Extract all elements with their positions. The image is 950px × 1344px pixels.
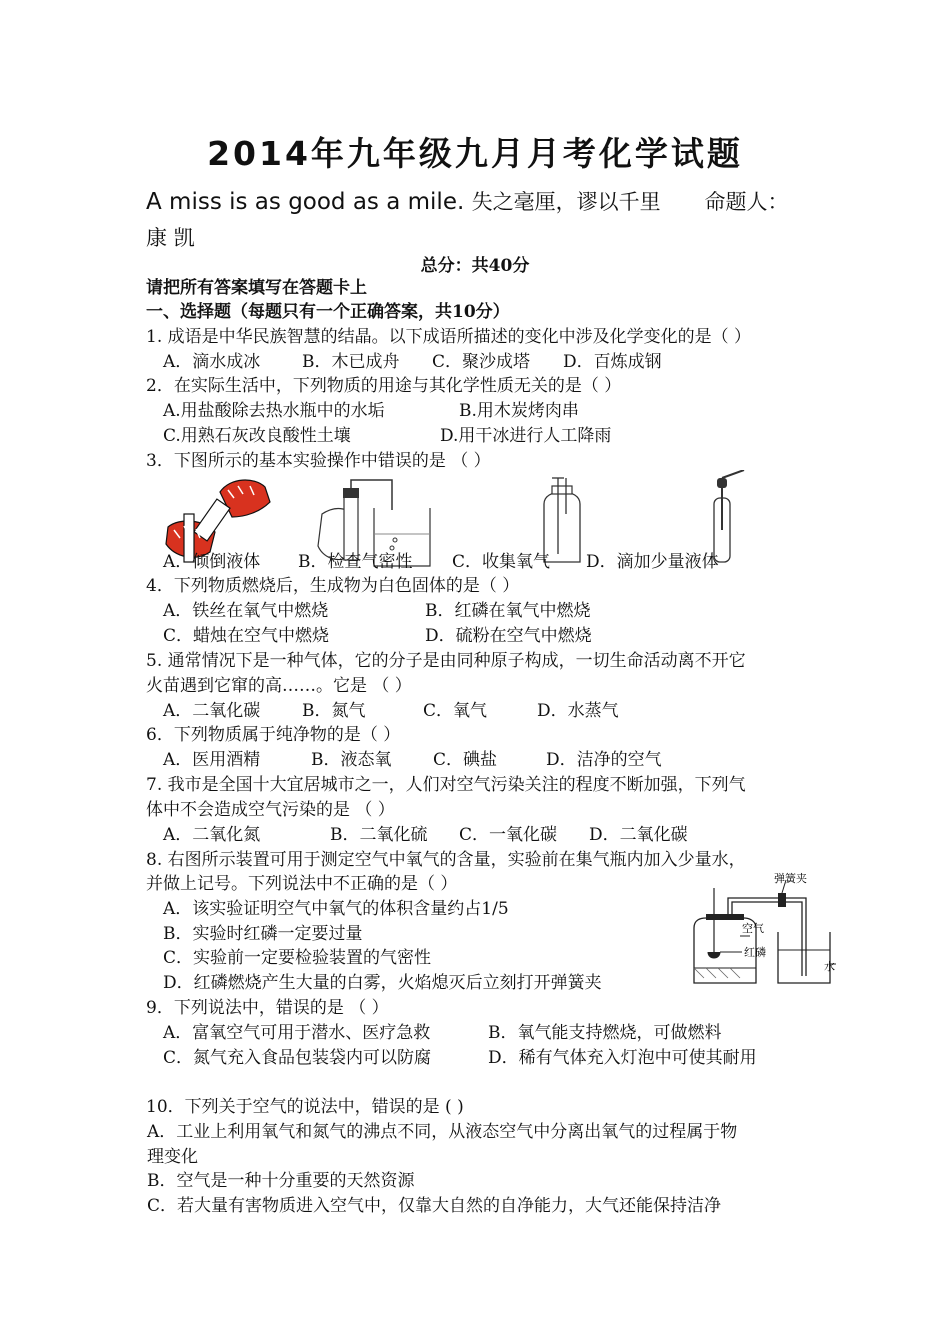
question-5-stem-line1: 5. 通常情况下是一种气体，它的分子是由同种原子构成，一切生命活动离不开它 (146, 651, 746, 671)
q8-option-b: B．实验时红磷一定要过量 (163, 924, 363, 944)
q1-option-a: A．滴水成冰 (163, 352, 261, 372)
question-10-stem: 10．下列关于空气的说法中，错误的是 ( ) (146, 1097, 464, 1117)
q4-option-d: D．硫粉在空气中燃烧 (425, 626, 592, 646)
question-9-stem: 9．下列说法中，错误的是 （ ） (146, 998, 389, 1018)
q8-option-c: C．实验前一定要检验装置的气密性 (163, 948, 432, 968)
question-2-stem: 2．在实际生活中，下列物质的用途与其化学性质无关的是（ ） (146, 376, 622, 396)
total-score: 总分：共40分 (420, 256, 530, 276)
question-3-stem: 3．下图所示的基本实验操作中错误的是 （ ） (146, 451, 491, 471)
oxygen-measurement-apparatus-figure (688, 868, 838, 988)
q5-option-d: D．水蒸气 (537, 701, 619, 721)
label-phosphorus: 红磷 (744, 946, 766, 959)
question-1-stem: 1. 成语是中华民族智慧的结晶。以下成语所描述的变化中涉及化学变化的是（ ） (146, 327, 752, 347)
q3-option-d: D．滴加少量液体 (586, 552, 719, 572)
label-water: 水 (824, 960, 835, 973)
q1-option-b: B．木已成舟 (302, 352, 400, 372)
motto (146, 184, 826, 256)
q9-option-d: D．稀有气体充入灯泡中可使其耐用 (488, 1048, 757, 1068)
q8-option-a: A．该实验证明空气中氧气的体积含量约占1/5 (163, 899, 509, 919)
q9-option-a: A．富氧空气可用于潜水、医疗急救 (163, 1023, 431, 1043)
question-6-stem: 6．下列物质属于纯净物的是（ ） (146, 725, 401, 745)
q1-option-c: C．聚沙成塔 (432, 352, 531, 372)
q7-option-d: D．二氧化碳 (589, 825, 688, 845)
question-7-stem-line2: 体中不会造成空气污染的是 （ ） (146, 800, 395, 820)
section-heading: 一、选择题（每题只有一个正确答案，共10分） (146, 302, 510, 322)
q10-option-a-line1: A．工业上利用氧气和氮气的沸点不同，从液态空气中分离出氧气的过程属于物 (147, 1122, 738, 1142)
motto-chinese: 失之毫厘，谬以千里 (471, 190, 661, 214)
q7-option-c: C．一氧化碳 (459, 825, 558, 845)
q5-option-b: B．氮气 (302, 701, 366, 721)
q3-option-b: B．检查气密性 (298, 552, 413, 572)
author-label: 命题人： (704, 190, 789, 214)
q2-option-c: C.用熟石灰改良酸性土壤 (163, 426, 351, 446)
q10-option-a-line2: 理变化 (147, 1147, 198, 1167)
q2-option-d: D.用干冰进行人工降雨 (440, 426, 612, 446)
q9-option-b: B．氧气能支持燃烧，可做燃料 (488, 1023, 722, 1043)
page-title: 2014年九年级九月月考化学试题 (207, 134, 743, 173)
q9-option-c: C．氮气充入食品包装袋内可以防腐 (163, 1048, 432, 1068)
label-clamp: 弹簧夹 (774, 872, 807, 885)
q2-option-b: B.用木炭烤肉串 (459, 401, 579, 421)
q3-option-c: C．收集氧气 (452, 552, 551, 572)
label-air: 空气 (742, 922, 764, 935)
q4-option-b: B．红磷在氧气中燃烧 (425, 601, 591, 621)
q2-option-a: A.用盐酸除去热水瓶中的水垢 (163, 401, 385, 421)
q5-option-a: A．二氧化碳 (163, 701, 261, 721)
question-4-stem: 4．下列物质燃烧后，生成物为白色固体的是（ ） (146, 576, 520, 596)
q10-option-b: B．空气是一种十分重要的天然资源 (147, 1171, 415, 1191)
q5-option-c: C．氧气 (423, 701, 488, 721)
q4-option-c: C．蜡烛在空气中燃烧 (163, 626, 330, 646)
q6-option-d: D．洁净的空气 (546, 750, 662, 770)
q8-option-d: D．红磷燃烧产生大量的白雾，火焰熄灭后立刻打开弹簧夹 (163, 973, 602, 993)
q6-option-a: A．医用酒精 (163, 750, 261, 770)
q3-option-a: A．倾倒液体 (163, 552, 261, 572)
q1-option-d: D．百炼成钢 (563, 352, 662, 372)
question-7-stem-line1: 7. 我市是全国十大宜居城市之一，人们对空气污染关注的程度不断加强，下列气 (146, 775, 746, 795)
q4-option-a: A．铁丝在氧气中燃烧 (163, 601, 329, 621)
q10-option-c: C．若大量有害物质进入空气中，仅靠大自然的自净能力，大气还能保持洁净 (147, 1196, 722, 1216)
instruction: 请把所有答案填写在答题卡上 (146, 278, 367, 298)
question-8-stem-line2: 并做上记号。下列说法中不正确的是（ ） (146, 874, 458, 894)
question-5-stem-line2: 火苗遇到它窜的高……。它是 （ ） (146, 676, 412, 696)
author-name: 康 凯 (146, 226, 195, 250)
q6-option-b: B．液态氧 (311, 750, 392, 770)
q6-option-c: C．碘盐 (433, 750, 498, 770)
q7-option-b: B．二氧化硫 (330, 825, 428, 845)
q7-option-a: A．二氧化氮 (163, 825, 261, 845)
motto-english: A miss is as good as a mile. (146, 189, 465, 215)
question-8-stem-line1: 8. 右图所示装置可用于测定空气中氧气的含量，实验前在集气瓶内加入少量水， (146, 850, 746, 870)
